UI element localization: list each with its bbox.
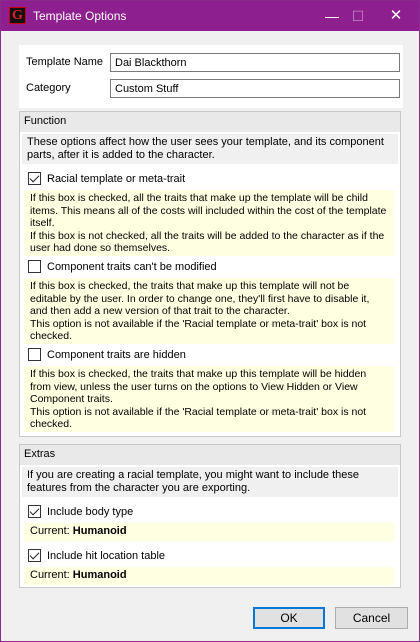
cant-modify-help-note: This option is not available if the 'Racial template or meta-trait' box is not checked. <box>30 317 367 343</box>
hidden-help <box>24 366 394 432</box>
cancel-button[interactable]: Cancel <box>335 607 408 629</box>
racial-template-label: Racial template or meta-trait <box>47 172 186 185</box>
category-label: Category <box>26 82 71 94</box>
current-hit-location-label: Current: <box>30 569 73 581</box>
checkbox-checked-icon[interactable] <box>28 172 41 185</box>
dialog-body <box>2 31 418 641</box>
function-intro: These options affect how the user sees your template, and its component parts, after it is added to the character. <box>22 134 398 164</box>
window-title: Template Options <box>33 9 127 23</box>
current-body-type <box>24 523 394 541</box>
extras-header: Extras <box>20 445 400 465</box>
racial-template-help-unchecked: If this box is not checked, all the traits will be added to the character as if the user had done so themselves. <box>30 229 385 255</box>
include-hit-location-checkbox[interactable] <box>28 549 165 562</box>
racial-template-checkbox[interactable] <box>28 172 185 185</box>
checkbox-checked-icon[interactable] <box>28 505 41 518</box>
checkbox-unchecked-icon[interactable] <box>28 348 41 361</box>
current-body-type-label: Current: <box>30 525 73 537</box>
extras-group <box>19 444 401 588</box>
cant-modify-help <box>24 278 394 344</box>
checkbox-checked-icon[interactable] <box>28 549 41 562</box>
function-header: Function <box>20 112 400 132</box>
racial-template-help <box>24 190 394 256</box>
hidden-checkbox[interactable] <box>28 348 186 361</box>
racial-template-help-checked: If this box is checked, all the traits that make up the template will be child items. This means all of the costs will included within the cost of the template itself. <box>30 192 387 230</box>
function-group <box>19 111 401 437</box>
hidden-help-note: This option is not available if the 'Racial template or meta-trait' box is not checked. <box>30 405 367 431</box>
cant-modify-label: Component traits can't be modified <box>47 260 217 273</box>
include-body-type-checkbox[interactable] <box>28 505 133 518</box>
app-logo-icon: G <box>9 7 26 24</box>
hidden-help-checked: If this box is checked, the traits that make up this template will be hidden from view, unless the user turns on the options to View Hidden or View Component traits. <box>30 368 367 406</box>
ok-button[interactable]: OK <box>253 607 325 629</box>
cant-modify-checkbox[interactable] <box>28 260 217 273</box>
maximize-button[interactable]: ☐ <box>351 8 365 24</box>
include-body-type-label: Include body type <box>47 505 134 518</box>
current-hit-location-value: Humanoid <box>72 569 127 581</box>
current-body-type-value: Humanoid <box>72 525 127 537</box>
cant-modify-help-checked: If this box is checked, the traits that make up this template will not be editable by the user. In order to change one, they'll first have to disable it, and then add a new version of that trait to the character. <box>30 280 370 318</box>
template-name-label: Template Name <box>26 56 104 68</box>
template-name-input[interactable] <box>110 53 400 72</box>
title-bar[interactable] <box>1 1 419 31</box>
current-hit-location <box>24 567 394 585</box>
checkbox-unchecked-icon[interactable] <box>28 260 41 273</box>
minimize-button[interactable]: — <box>325 8 339 24</box>
category-input[interactable] <box>110 79 400 98</box>
extras-intro: If you are creating a racial template, you might want to include these features from the character you are exporting. <box>22 467 398 497</box>
close-button[interactable]: ✕ <box>389 7 403 24</box>
hidden-label: Component traits are hidden <box>47 348 186 361</box>
include-hit-location-label: Include hit location table <box>47 549 166 562</box>
